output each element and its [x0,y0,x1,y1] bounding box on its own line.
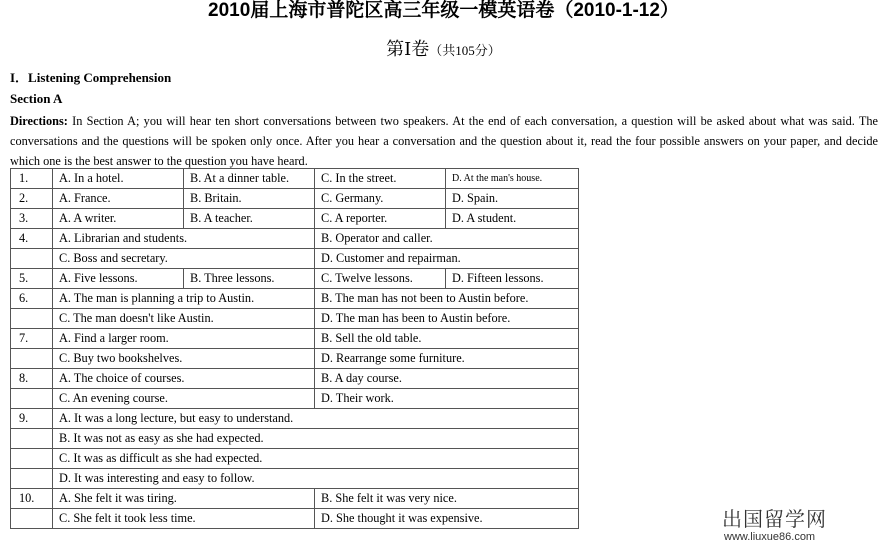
option-a: A. France. [53,189,184,209]
option-c: C. Germany. [315,189,446,209]
question-number-empty [11,509,53,529]
option-b: B. Operator and caller. [315,229,579,249]
option-b: B. A teacher. [184,209,315,229]
option-b: B. Sell the old table. [315,329,579,349]
table-row [11,329,579,349]
table-row [11,509,579,529]
question-number: 7. [11,329,53,349]
question-number: 3. [11,209,53,229]
table-row [11,389,579,409]
table-row [11,169,579,189]
option-a: A. A writer. [53,209,184,229]
option-b: B. The man has not been to Austin before. [315,289,579,309]
table-row [11,269,579,289]
option-b: B. At a dinner table. [184,169,315,189]
option-a: A. The man is planning a trip to Austin. [53,289,315,309]
question-number-empty [11,389,53,409]
option-d: D. Rearrange some furniture. [315,349,579,369]
option-c: C. She felt it took less time. [53,509,315,529]
question-number-empty [11,469,53,489]
option-a: A. The choice of courses. [53,369,315,389]
option-d: D. Their work. [315,389,579,409]
option-b: B. She felt it was very nice. [315,489,579,509]
option-b: B. Three lessons. [184,269,315,289]
question-number: 1. [11,169,53,189]
question-number-empty [11,309,53,329]
question-number: 6. [11,289,53,309]
option-d: D. She thought it was expensive. [315,509,579,529]
option-c: C. An evening course. [53,389,315,409]
table-row [11,349,579,369]
option-b: B. A day course. [315,369,579,389]
option-c: C. In the street. [315,169,446,189]
option-d: D. Customer and repairman. [315,249,579,269]
paper-score: （共105分） [429,43,501,58]
question-number: 9. [11,409,53,429]
option-c: C. A reporter. [315,209,446,229]
question-number: 8. [11,369,53,389]
section-a-heading: Section A [10,91,63,106]
option-d: D. Spain. [446,189,579,209]
question-number-empty [11,349,53,369]
directions-paragraph [10,111,878,171]
table-row [11,209,579,229]
watermark-url: www.liuxue86.com [724,531,816,543]
question-number-empty [11,429,53,449]
option-c: C. The man doesn't like Austin. [53,309,315,329]
table-row [11,469,579,489]
table-row [11,189,579,209]
question-number: 10. [11,489,53,509]
option-d: D. At the man's house. [446,169,579,189]
paper-subtitle [0,38,887,62]
question-table [10,168,579,529]
table-row [11,449,579,469]
option-a: A. Five lessons. [53,269,184,289]
table-row [11,309,579,329]
option-a: A. In a hotel. [53,169,184,189]
question-number-empty [11,249,53,269]
option-d: D. A student. [446,209,579,229]
directions-label: Directions: [10,114,68,128]
table-row [11,369,579,389]
option-c: C. Twelve lessons. [315,269,446,289]
option-d: D. The man has been to Austin before. [315,309,579,329]
question-number-empty [11,449,53,469]
question-number: 2. [11,189,53,209]
paper-part: 第Ⅰ卷 [386,39,430,59]
option-c: C. It was as difficult as she had expected. [53,449,579,469]
option-c: C. Boss and secretary. [53,249,315,269]
option-b: B. It was not as easy as she had expected. [53,429,579,449]
directions-text: In Section A; you will hear ten short conversations between two speakers. At the end of each conversation, a question will be asked about what was said. The conversations and the questions will be spoken only once. After you hear a conversation and the question about it, read the four possible answers on your paper, and decide which one is the best answer to the question you have heard. [10,114,879,168]
option-c: C. Buy two bookshelves. [53,349,315,369]
option-b: B. Britain. [184,189,315,209]
table-row [11,409,579,429]
table-row [11,249,579,269]
table-row [11,429,579,449]
section-heading: I．Listening Comprehension [10,70,172,85]
question-number: 5. [11,269,53,289]
option-a: A. It was a long lecture, but easy to understand. [53,409,579,429]
table-row [11,489,579,509]
table-row [11,289,579,309]
option-d: D. Fifteen lessons. [446,269,579,289]
option-a: A. Librarian and students. [53,229,315,249]
table-row [11,229,579,249]
option-a: A. She felt it was tiring. [53,489,315,509]
watermark-logo: 出国留学网 [722,507,827,531]
option-a: A. Find a larger room. [53,329,315,349]
question-number: 4. [11,229,53,249]
page-title: 2010届上海市普陀区高三年级一模英语卷（2010-1-12） [208,0,679,21]
option-d: D. It was interesting and easy to follow. [53,469,579,489]
